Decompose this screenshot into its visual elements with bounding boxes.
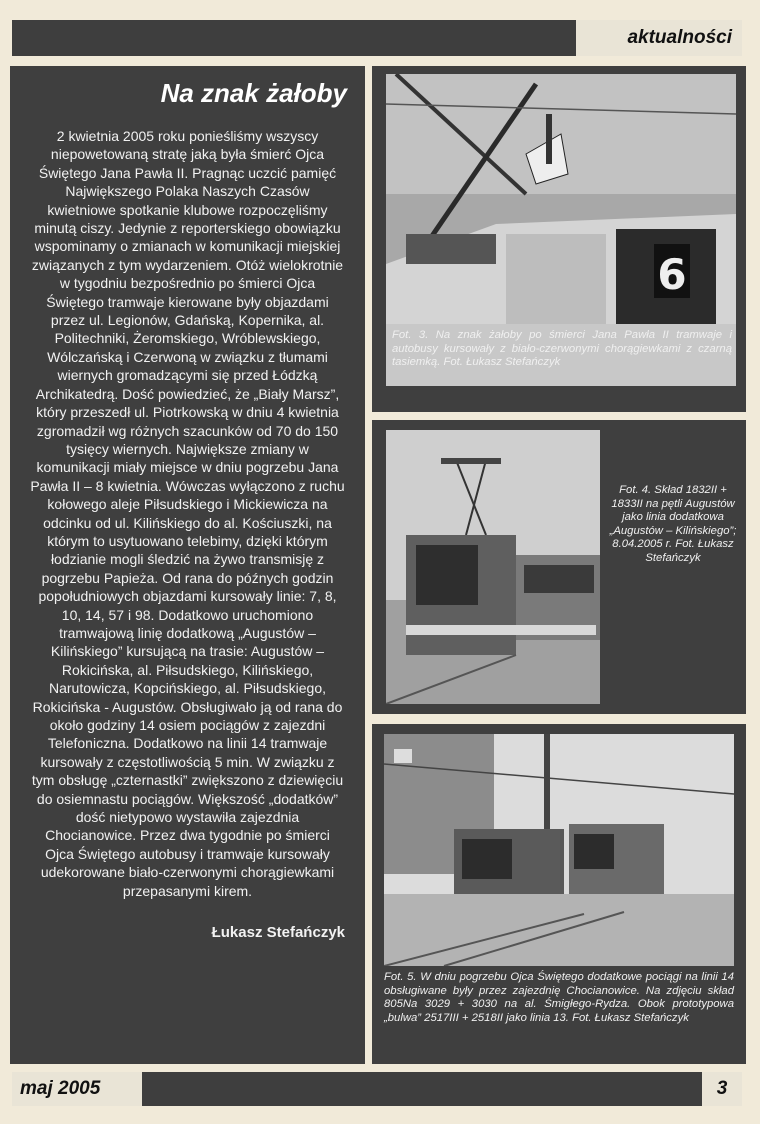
page-number: 3	[702, 1072, 742, 1106]
photo-5-caption: Fot. 5. W dniu pogrzebu Ojca Świętego dodatkowe pociągi na linii 14 obsługiwane były przez zajezdnię Chocianowice. Na zdjęciu skład 805Na 3029 + 3030 na al. Śmigłego-Rydza. Obok prototypowa „bulwa” 2517III + 2518II jako linia 13. Fot. Łukasz Stefańczyk	[384, 971, 734, 1024]
header-bar	[12, 20, 742, 56]
photo-5-frame	[372, 724, 746, 1064]
photo-4-frame	[372, 420, 746, 714]
issue-label: maj 2005	[12, 1072, 142, 1106]
photo-3-caption: Fot. 3. Na znak żałoby po śmierci Jana Pawła II tramwaje i autobusy kursowały z biało-czerwonymi chorągiewkami z czarną tasiemką. Fot. Łukasz Stefańczyk	[392, 329, 732, 369]
article-title: Na znak żałoby	[160, 78, 347, 108]
section-label	[576, 20, 742, 56]
tram-loop-photo	[386, 430, 600, 704]
footer-bar	[12, 1072, 742, 1106]
photo-4-image	[386, 430, 600, 704]
article-author: Łukasz Stefańczyk	[211, 924, 345, 942]
photo-5-image	[384, 734, 734, 966]
tram-number-label: 6	[657, 250, 687, 299]
article	[10, 66, 365, 1064]
tram-street-photo	[384, 734, 734, 966]
photo-4-caption: Fot. 4. Skład 1832II + 1833II na pętli Augustów jako linia dodatkowa „Augustów – Kilińskiego”; 8.04.2005 r. Fot. Łukasz Stefańczyk	[609, 484, 737, 564]
section-text: aktualności	[627, 27, 732, 48]
article-body: 2 kwietnia 2005 roku ponieśliśmy wszyscy niepowetowaną stratę jaką była śmierć Ojca Świętego Jana Pawła II. Pragnąc uczcić pamięć Największego Polaka Naszych Czasów kwietniowe spotkanie klubowe rozpoczęliśmy minutą ciszy. Jedynie z reporterskiego obowiązku wspominamy o zmianach w komunikacji miejskiej związanych z tym wydarzeniem. Otóż wielokrotnie w tygodniu bezpośrednio po śmierci Ojca Świętego tramwaje kierowane były objazdami przez ul. Legionów, Gdańską, Kopernika, al. Politechniki, Żeromskiego, Wróblewskiego, Wólczańską i Czerwoną w związku z tłumami wiernych gromadzącymi się przed Łódzką Archikatedrą. Dość powiedzieć, że „Biały Marsz”, który przeszedł ul. Piotrkowską w dniu 4 kwietnia zgromadził wg różnych szacunków od 70 do 150 tysięcy wiernych. Największe zmiany w komunikacji miały miejsce w dniu pogrzebu Jana Pawła II – 8 kwietnia. Wówczas wyłączono z ruchu kołowego aleje Piłsudskiego i Mickiewicza na odcinku od ul. Kilińskiego do al. Kościuszki, na którym to usytuowano telebimy, dzięki którym łodzianie mogli śledzić na żywo transmisję z pogrzebu Papieża. Od rana do późnych godzin popołudniowych objazdami kursowały linie: 7, 8, 10, 14, 57 i 98. Dodatkowo uruchomiono tramwajową linię dodatkową „Augustów – Kilińskiego” kursującą na trasie: Augustów – Rokicińska, al. Piłsudskiego, Kilińskiego, Narutowicza, Kopcińskiego, al. Piłsudskiego, Rokicińska - Augustów. Obsługiwało ją od rana do około godziny 14 osiem pociągów z zajezdni Telefoniczna. Dodatkowo na linii 14 tramwaje kursowały z częstotliwością 5 min. W związku z tym obsługę „czternastki” zwiększono z dziewięciu do osiemnastu pociągów. Większość „dodatków” dość nietypowo wystawiła zajezdnia Chocianowice. Przez dwa tygodnie po śmierci Ojca Świętego autobusy i tramwaje kursowały udekorowane biało-czerwonymi chorągiewkami przepasanymi kirem.	[30, 128, 345, 899]
photo-3-frame	[372, 66, 746, 412]
